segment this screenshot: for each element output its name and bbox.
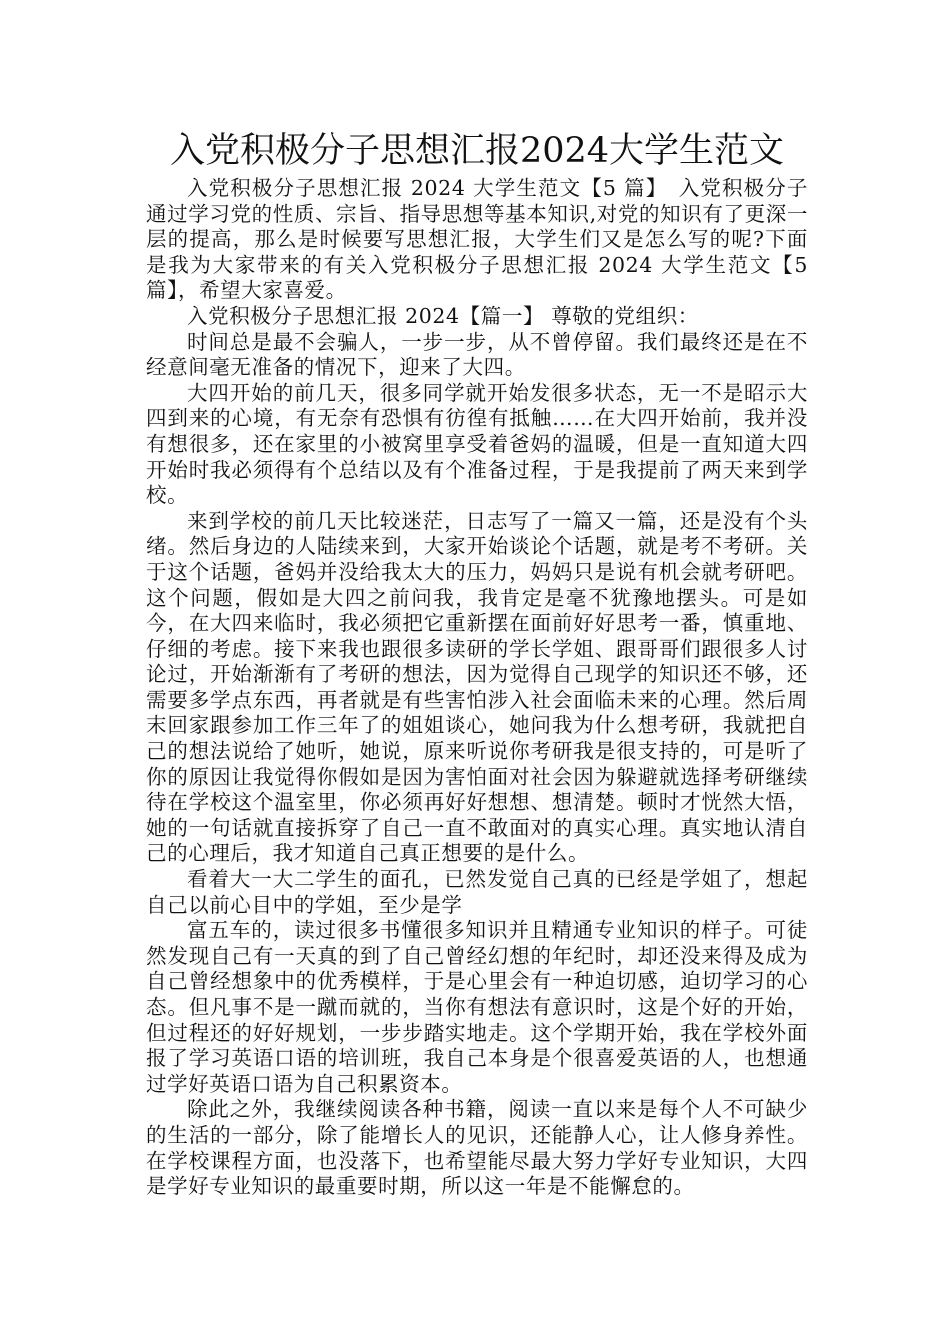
section-heading-paragraph: 入党积极分子思想汇报 2024【篇一】 尊敬的党组织：: [187, 303, 699, 328]
body-paragraph: 除此之外，我继续阅读各种书籍，阅读一直以来是每个人不可缺少的生活的一部分，除了能增长人的见识，还能静人心，让人修身养性。在学校课程方面，也没落下，也希望能尽最大努力学好专业知识，大四是学好专业知识的最重要时期，所以这一年是不能懈怠的。: [146, 1097, 808, 1199]
intro-paragraph: 入党积极分子思想汇报 2024 大学生范文【5 篇】 入党积极分子通过学习党的性质、宗旨、指导思想等基本知识,对党的知识有了更深一层的提高，那么是时候要写思想汇报，大学生们又是怎么写的呢?下面是我为大家带来的有关入党积极分子思想汇报 2024 大学生范文【5 篇】，希望大家喜爱。: [146, 176, 808, 303]
document-title: 入党积极分子思想汇报2024大学生范文: [169, 131, 785, 171]
body-paragraph: 来到学校的前几天比较迷茫，日志写了一篇又一篇，还是没有个头绪。然后身边的人陆续来到，大家开始谈论个话题，就是考不考研。关于这个话题，爸妈并没给我太大的压力，妈妈只是说有机会就考研吧。这个问题，假如是大四之前问我，我肯定是毫不犹豫地摆头。可是如今，在大四来临时，我必须把它重新摆在面前好好思考一番，慎重地、仔细的考虑。接下来我也跟很多读研的学长学姐、跟哥哥们跟很多人讨论过，开始渐渐有了考研的想法，因为觉得自己现学的知识还不够，还需要多学点东西，再者就是有些害怕涉入社会面临未来的心理。然后周末回家跟参加工作三年了的姐姐谈心，她问我为什么想考研，我就把自己的想法说给了她听，她说，原来听说你考研我是很支持的，可是听了你的原因让我觉得你假如是因为害怕面对社会因为躲避就选择考研继续待在学校这个温室里，你必须再好好想想、想清楚。顿时才恍然大悟，她的一句话就直接拆穿了自己一直不敢面对的真实心理。真实地认清自己的心理后，我才知道自己真正想要的是什么。: [146, 508, 808, 866]
body-paragraph: 大四开始的前几天，很多同学就开始发很多状态，无一不是昭示大四到来的心境，有无奈有恐惧有彷徨有抵触……在大四开始前，我并没有想很多，还在家里的小被窝里享受着爸妈的温暖，但是一直知道大四开始时我必须得有个总结以及有个准备过程，于是我提前了两天来到学校。: [146, 380, 808, 508]
document-page: [146, 128, 808, 1200]
body-paragraph: 看着大一大二学生的面孔，已然发觉自己真的已经是学姐了，想起自己以前心目中的学姐，至少是学: [146, 867, 808, 917]
body-paragraph: 时间总是最不会骗人，一步一步，从不曾停留。我们最终还是在不经意间毫无准备的情况下，迎来了大四。: [146, 329, 808, 380]
body-paragraph: 富五车的，读过很多书懂很多知识并且精通专业知识的样子。可徒然发现自己有一天真的到了自己曾经幻想的年纪时，却还没来得及成为自己曾经想象中的优秀模样，于是心里会有一种迫切感，迫切学习的心态。但凡事不是一蹴而就的，当你有想法有意识时，这是个好的开始，但过程还的好好规划，一步步踏实地走。这个学期开始，我在学校外面报了学习英语口语的培训班，我自己本身是个很喜爱英语的人，也想通过学好英语口语为自己积累资本。: [146, 918, 808, 1096]
